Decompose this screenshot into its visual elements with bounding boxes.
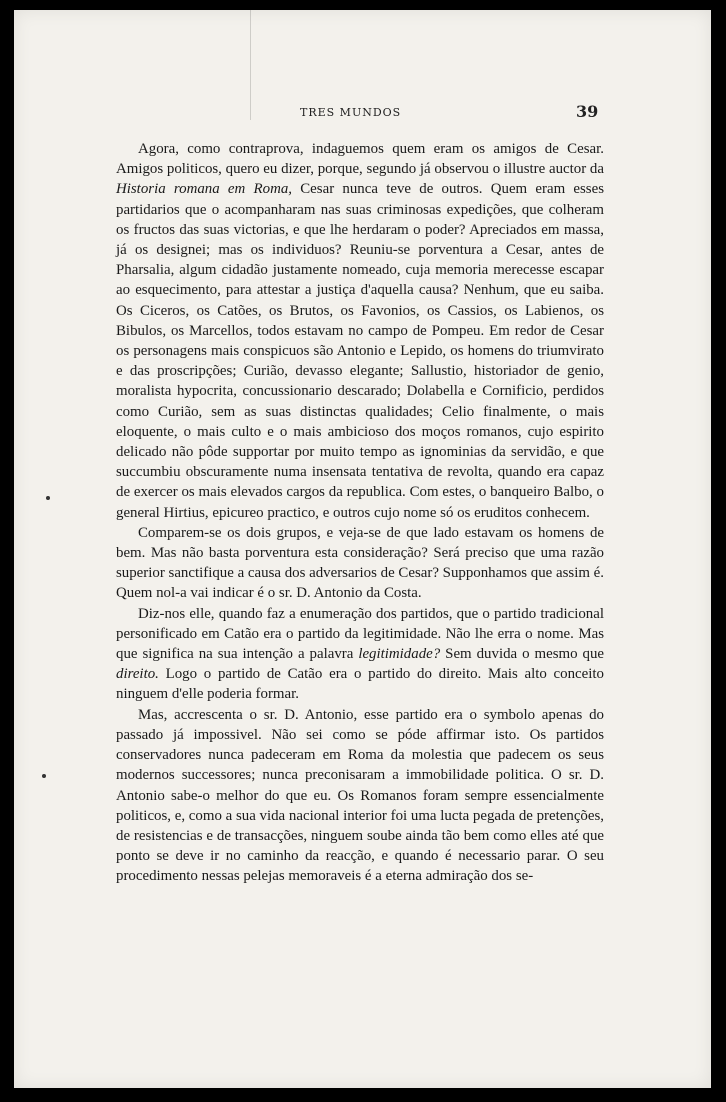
text-run: Agora, como contraprova, indaguemos quem eram os amigos de Cesar. Amigos politicos, quero eu dizer, porque, segundo já observou o illustre auctor da [116,141,604,178]
text-run: Sem duvida o mesmo que [440,646,604,663]
paragraph-4 [116,705,604,887]
italic-text: Historia romana em Roma, [116,181,292,198]
text-run: Diz-nos elle, quando faz a enumeração dos partidos, que o partido tradicional personificado em Catão era o partido da legitimidade. Não lhe erra o nome. Mas que significa na sua intenção a palavra [116,605,604,663]
document-page [14,10,711,1088]
italic-text: direito. [116,666,159,683]
paragraph-2 [116,523,604,604]
text-run: Comparem-se os dois grupos, e veja-se de que lado estavam os homens de bem. Mas não basta porventura esta consideração? Será preciso que uma razão superior sanctifique a causa dos adversarios de Cesar? Supponhamos que assim é. Quem nol-a vai indicar é o sr. D. Antonio da Costa. [116,524,604,602]
text-run: Logo o partido de Catão era o partido do direito. Mais alto conceito ninguem d'elle poderia formar. [116,666,604,703]
italic-text: legitimidade? [358,646,441,663]
text-run: Cesar nunca teve de outros. Quem eram esses partidarios que o acompanharam nas suas criminosas expedições, que colheram os fructos das suas victorias, e que lhe herdaram o poder? Apreciados em massa, já os designei; mas os individuos? Reuniu-se porventura a Cesar, antes de Pharsalia, algum cidadão justamente nomeado, cuja memoria merecesse escapar ao esquecimento, para attestar a justiça d'aquella causa? Nenhum, que eu saiba. Os Ciceros, os Catões, os Brutos, os Favonios, os Cassios, os Labienos, os Bibulos, os Marcellos, todos estavam no campo de Pompeu. Em redor de Cesar os personagens mais conspicuos são Antonio e Lepido, os homens do triumvirato e das proscripções; Curião, devasso elegante; Sallustio, historiador de genio, moralista hypocrita, concussionario descarado; Dolabella e Cornificio, perdidos como Curião, sem as suas distinctas qualidades; Celio finalmente, o mais eloquente, o mais culto e o mais ambicioso dos moços romanos, cujo espirito delicado não pôde supportar por muito tempo as ignominias da servidão, e que succumbiu obscuramente numa insensata tentativa de revolta, quando era capaz de exercer os mais elevados cargos da republica. Com estes, o banqueiro Balbo, o general Hirtius, epicureo practico, e outros cujo nome só os eruditos conhecem. [116,181,605,521]
paragraph-1 [116,139,604,523]
text-run: Mas, accrescenta o sr. D. Antonio, esse partido era o symbolo apenas do passado já impossivel. Não sei como se póde affirmar isto. Os partidos conservadores nunca padeceram em Roma da molestia que padecem os seus modernos successores; nunca preconisaram a immobilidade politica. O sr. D. Antonio sabe-o melhor do que eu. Os Romanos foram sempre essencialmente politicos, e, como a sua vida nacional interior foi uma lucta pegada de pretenções, de resistencias e de transacções, ninguem soube ainda tão bem como elles até que ponto se deve ir no caminho da reacção, e quando é necessario parar. O seu procedimento nessas pelejas memoraveis é a eterna admiração dos se- [116,706,604,885]
paragraph-3 [116,604,604,705]
margin-mark [42,774,46,778]
running-head: TRES MUNDOS [300,106,402,119]
margin-mark [46,496,50,500]
page-header [14,102,711,122]
page-number: 39 [576,102,599,121]
body-text [116,139,604,887]
